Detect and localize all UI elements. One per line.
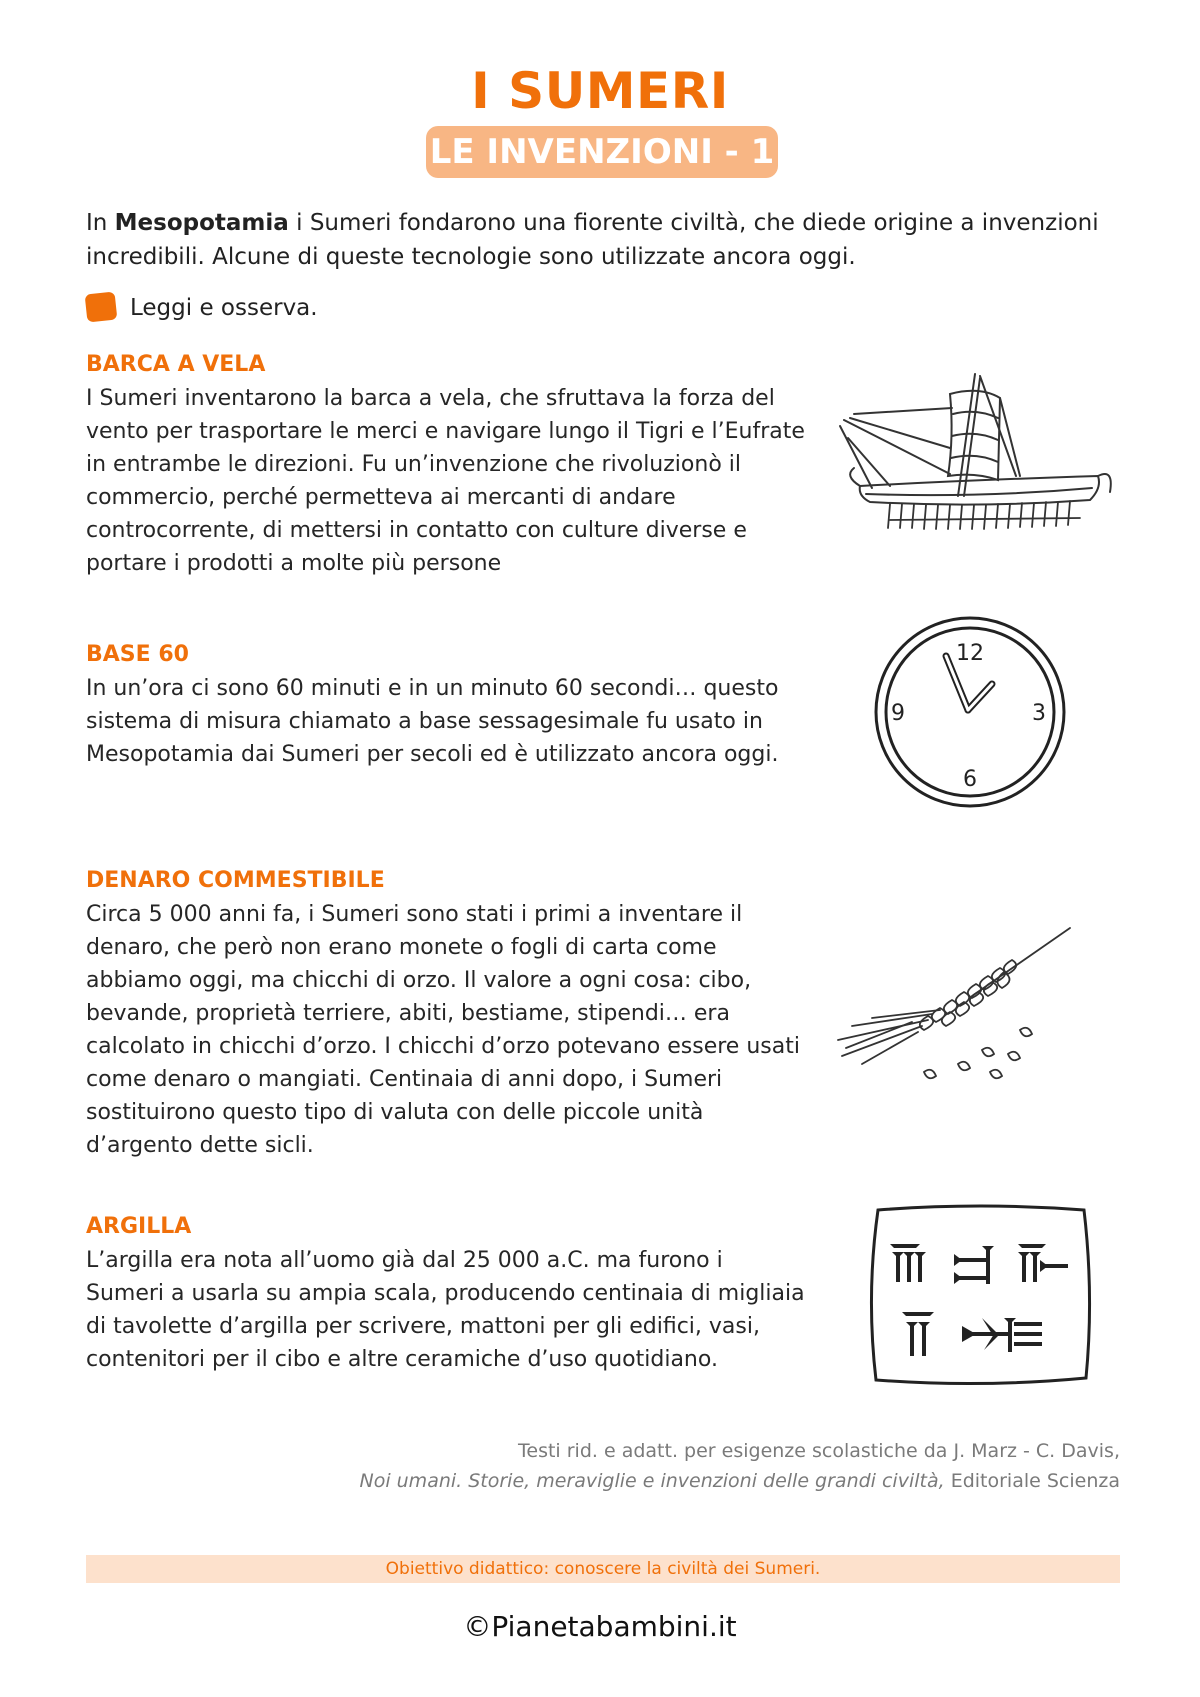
credit-publisher: Editoriale Scienza <box>944 1470 1120 1492</box>
page-title: I SUMERI <box>471 62 729 120</box>
section-text: L’argilla era nota all’uomo già dal 25 000 a.C. ma furono i Sumeri a usarla su ampia scala, producendo centinaia di migliaia di tavolette d’argilla per scrivere, mattoni per gli edifici, vasi, contenitori per il cibo e altre ceramiche d’uso quotidiano. <box>86 1248 805 1372</box>
barley-illustration <box>832 922 1082 1098</box>
credit-line1: Testi rid. e adatt. per esigenze scolastiche da J. Marz - C. Davis, <box>518 1440 1120 1462</box>
intro-prefix: In <box>86 210 115 236</box>
page-subtitle: LE INVENZIONI - 1 <box>426 126 778 178</box>
sailboat-illustration <box>830 368 1120 548</box>
instruction-text: Leggi e osserva. <box>130 295 318 321</box>
section-text: In un’ora ci sono 60 minuti e in un minuto 60 secondi… questo sistema di misura chiamato a base sessagesimale fu usato in Mesopotamia dai Sumeri per secoli ed è utilizzato ancora oggi. <box>86 676 779 767</box>
clock-label-3: 3 <box>1032 701 1046 726</box>
instruction <box>86 292 318 324</box>
section-heading: BASE 60 <box>86 642 189 667</box>
section-text: Circa 5 000 anni fa, i Sumeri sono stati i primi a inventare il denaro, che però non erano monete o fogli di carta come abbiamo oggi, ma chicchi di orzo. Il valore a ogni cosa: cibo, bevande, proprietà terriere, abiti, bestiame, stipendi… era calcolato in chicchi d’orzo. I chicchi d’orzo potevano essere usati come denaro o mangiati. Centinaia di anni dopo, i Sumeri sostituirono questo tipo di valuta con delle piccole unità d’argento dette sicli. <box>86 902 800 1158</box>
intro-bold-term: Mesopotamia <box>114 210 289 236</box>
credit-line2 <box>140 1466 1120 1496</box>
section-heading: ARGILLA <box>86 1214 192 1239</box>
clock-label-9: 9 <box>891 701 905 726</box>
section-heading: DENARO COMMESTIBILE <box>86 868 385 893</box>
clock-label-12: 12 <box>956 641 984 666</box>
clock-label-6: 6 <box>963 767 977 792</box>
source-credit <box>140 1436 1120 1496</box>
footer-copyright: ©Pianetabambini.it <box>463 1610 737 1643</box>
section-argilla <box>86 1212 806 1376</box>
intro-paragraph <box>86 206 1126 274</box>
objective-banner: Obiettivo didattico: conoscere la civiltà dei Sumeri. <box>86 1555 1120 1583</box>
section-heading: BARCA A VELA <box>86 352 266 377</box>
section-text: I Sumeri inventarono la barca a vela, che sfruttava la forza del vento per trasportare le merci e navigare lungo il Tigri e l’Eufrate in entrambe le direzioni. Fu un’invenzione che rivoluzionò il commercio, perché permetteva ai mercanti di andare controcorrente, di mettersi in contatto con culture diverse e portare i prodotti a molte più persone <box>86 386 805 576</box>
clay-tablet-illustration <box>862 1200 1098 1390</box>
section-barca-a-vela <box>86 350 806 580</box>
instruction-bullet-icon <box>85 292 118 323</box>
section-base-60 <box>86 640 806 771</box>
intro-rest: i Sumeri fondarono una fiorente civiltà, che diede origine a invenzioni incredibili. Alcune di queste tecnologie sono utilizzate ancora oggi. <box>86 210 1099 270</box>
clock-illustration <box>872 614 1068 810</box>
section-denaro-commestibile <box>86 866 806 1162</box>
credit-book-title: Noi umani. Storie, meraviglie e invenzioni delle grandi civiltà, <box>359 1470 945 1492</box>
